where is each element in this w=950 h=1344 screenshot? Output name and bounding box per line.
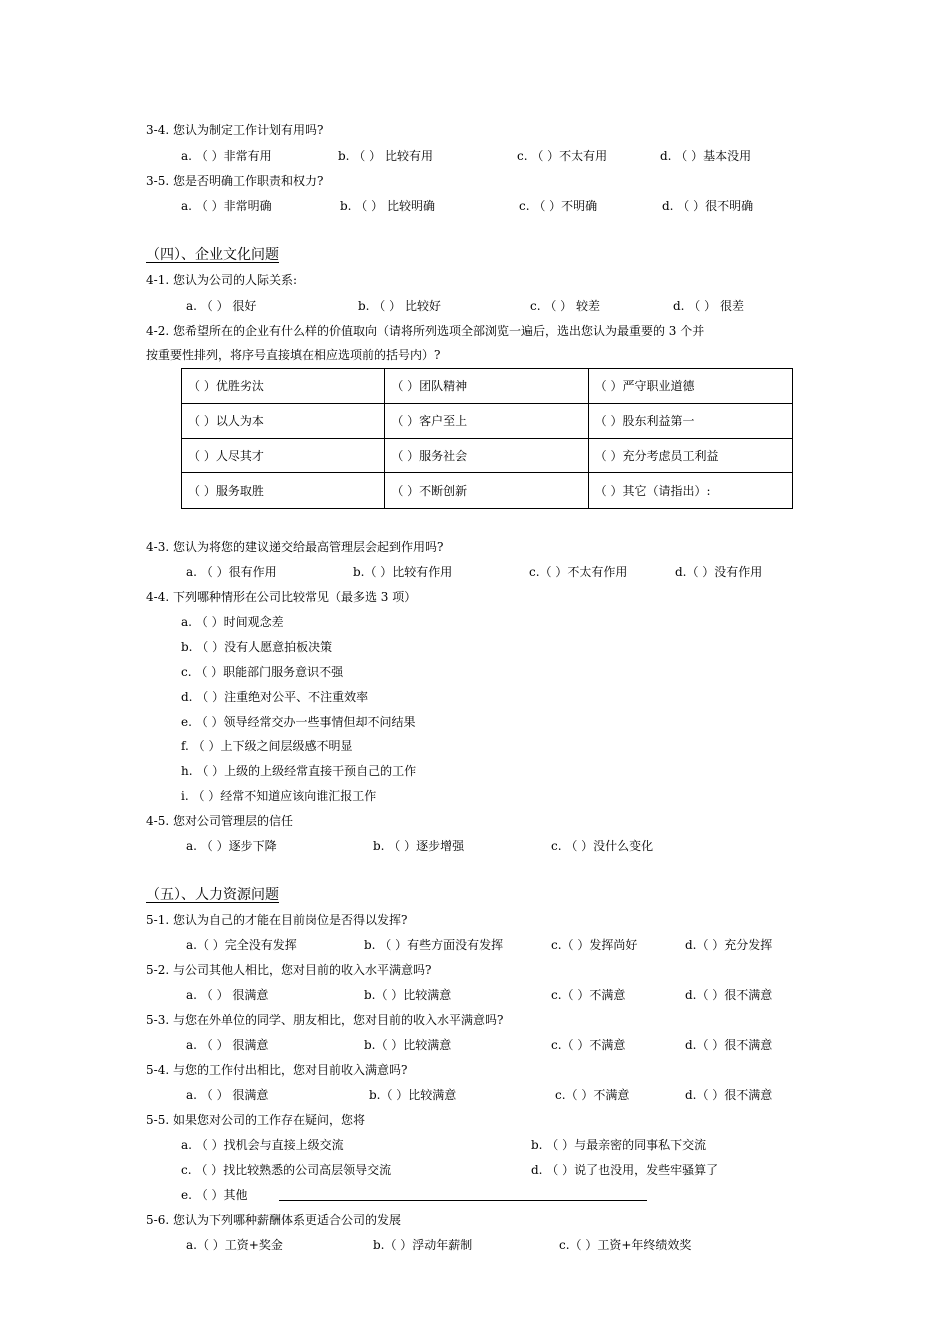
option-5-1-a[interactable]: a.（ ）完全没有发挥 (186, 938, 297, 952)
option-3-5-a[interactable]: a. （ ）非常明确 (181, 199, 272, 213)
option-4-1-c[interactable]: c. （ ） 较差 (530, 299, 600, 313)
option-5-1-d[interactable]: d.（ ）充分发挥 (685, 938, 773, 952)
option-4-4-e[interactable]: e. （ ）领导经常交办一些事情但却不问结果 (181, 715, 416, 729)
option-4-3-c[interactable]: c.（ ）不太有作用 (529, 565, 628, 579)
option-4-4-i[interactable]: i. （ ）经常不知道应该向谁汇报工作 (181, 789, 377, 803)
question-5-1-title: 5-1. 您认为自己的才能在目前岗位是否得以发挥? (146, 913, 408, 927)
option-4-1-d[interactable]: d. （ ） 很差 (673, 299, 744, 313)
option-4-1-a[interactable]: a. （ ） 很好 (186, 299, 257, 313)
option-5-4-a[interactable]: a. （ ） 很满意 (186, 1088, 269, 1102)
question-4-2-line1: 4-2. 您希望所在的企业有什么样的价值取向（请将所列选项全部浏览一遍后，选出您认为最重要的 3 个并 (146, 324, 705, 338)
option-3-4-b[interactable]: b. （ ） 比较有用 (338, 149, 433, 163)
table-cell[interactable]: （ ）以人为本 (182, 404, 385, 439)
option-4-3-d[interactable]: d.（ ）没有作用 (675, 565, 763, 579)
table-cell[interactable]: （ ）团队精神 (385, 369, 588, 404)
table-cell[interactable]: （ ）服务社会 (385, 439, 588, 474)
option-3-4-c[interactable]: c. （ ）不太有用 (517, 149, 608, 163)
table-cell[interactable]: （ ）优胜劣汰 (182, 369, 385, 404)
option-5-5-c[interactable]: c. （ ）找比较熟悉的公司高层领导交流 (181, 1163, 392, 1177)
option-4-3-a[interactable]: a. （ ）很有作用 (186, 565, 277, 579)
option-5-3-c[interactable]: c.（ ）不满意 (551, 1038, 626, 1052)
option-5-2-c[interactable]: c.（ ）不满意 (551, 988, 626, 1002)
option-5-3-d[interactable]: d.（ ）很不满意 (685, 1038, 773, 1052)
question-4-2-line2: 按重要性排列，将序号直接填在相应选项前的括号内）? (146, 348, 441, 362)
table-cell[interactable]: （ ）客户至上 (385, 404, 588, 439)
section-4-heading: （四）、企业文化问题 (146, 247, 279, 263)
option-4-3-b[interactable]: b.（ ）比较有作用 (353, 565, 453, 579)
option-3-4-d[interactable]: d. （ ）基本没用 (660, 149, 752, 163)
option-5-3-a[interactable]: a. （ ） 很满意 (186, 1038, 269, 1052)
question-3-4-title: 3-4. 您认为制定工作计划有用吗? (146, 123, 324, 137)
option-5-3-b[interactable]: b.（ ）比较满意 (364, 1038, 452, 1052)
option-3-5-c[interactable]: c. （ ）不明确 (519, 199, 598, 213)
option-3-5-d[interactable]: d. （ ）很不明确 (662, 199, 754, 213)
option-5-6-c[interactable]: c.（ ）工资+年终绩效奖 (559, 1238, 692, 1252)
option-5-6-a[interactable]: a.（ ）工资+奖金 (186, 1238, 283, 1252)
question-4-4-title: 4-4. 下列哪种情形在公司比较常见（最多选 3 项） (146, 590, 417, 604)
table-cell[interactable]: （ ）其它（请指出）: (594, 484, 711, 499)
option-4-4-c[interactable]: c. （ ）职能部门服务意识不强 (181, 665, 344, 679)
question-5-2-title: 5-2. 与公司其他人相比，您对目前的收入水平满意吗? (146, 963, 432, 977)
section-5-heading: （五）、人力资源问题 (146, 887, 279, 903)
option-5-2-a[interactable]: a. （ ） 很满意 (186, 988, 269, 1002)
value-orientation-table (181, 368, 793, 509)
option-5-5-a[interactable]: a. （ ）找机会与直接上级交流 (181, 1138, 344, 1152)
option-5-4-d[interactable]: d.（ ）很不满意 (685, 1088, 773, 1102)
option-4-1-b[interactable]: b. （ ） 比较好 (358, 299, 441, 313)
option-5-4-c[interactable]: c.（ ）不满意 (555, 1088, 630, 1102)
question-5-6-title: 5-6. 您认为下列哪种薪酬体系更适合公司的发展 (146, 1213, 401, 1227)
option-4-4-h[interactable]: h. （ ）上级的上级经常直接干预自己的工作 (181, 764, 417, 778)
question-4-5-title: 4-5. 您对公司管理层的信任 (146, 814, 293, 828)
option-5-5-b[interactable]: b. （ ）与最亲密的同事私下交流 (531, 1138, 707, 1152)
option-3-4-a[interactable]: a. （ ）非常有用 (181, 149, 272, 163)
option-5-5-e[interactable]: e. （ ）其他 (181, 1188, 248, 1202)
other-answer-line[interactable] (279, 1200, 647, 1201)
option-5-1-c[interactable]: c.（ ）发挥尚好 (551, 938, 638, 952)
option-4-4-b[interactable]: b. （ ）没有人愿意拍板决策 (181, 640, 333, 654)
option-4-5-c[interactable]: c. （ ）没什么变化 (551, 839, 654, 853)
option-5-1-b[interactable]: b. （ ）有些方面没有发挥 (364, 938, 504, 952)
option-4-5-b[interactable]: b. （ ）逐步增强 (373, 839, 465, 853)
question-5-3-title: 5-3. 与您在外单位的同学、朋友相比，您对目前的收入水平满意吗? (146, 1013, 504, 1027)
option-5-6-b[interactable]: b.（ ）浮动年薪制 (373, 1238, 473, 1252)
table-cell[interactable]: （ ）服务取胜 (182, 473, 385, 508)
option-4-5-a[interactable]: a. （ ）逐步下降 (186, 839, 277, 853)
question-3-5-title: 3-5. 您是否明确工作职责和权力? (146, 174, 324, 188)
option-3-5-b[interactable]: b. （ ） 比较明确 (340, 199, 435, 213)
question-4-1-title: 4-1. 您认为公司的人际关系: (146, 273, 297, 287)
question-5-4-title: 5-4. 与您的工作付出相比，您对目前收入满意吗? (146, 1063, 408, 1077)
question-4-3-title: 4-3. 您认为将您的建议递交给最高管理层会起到作用吗? (146, 540, 444, 554)
option-4-4-f[interactable]: f. （ ）上下级之间层级感不明显 (181, 739, 353, 753)
option-4-4-a[interactable]: a. （ ）时间观念差 (181, 615, 284, 629)
option-5-2-d[interactable]: d.（ ）很不满意 (685, 988, 773, 1002)
option-5-4-b[interactable]: b.（ ）比较满意 (369, 1088, 457, 1102)
option-5-2-b[interactable]: b.（ ）比较满意 (364, 988, 452, 1002)
table-cell[interactable]: （ ）严守职业道德 (589, 369, 792, 404)
option-5-5-d[interactable]: d. （ ）说了也没用，发些牢骚算了 (531, 1163, 719, 1177)
option-4-4-d[interactable]: d. （ ）注重绝对公平、不注重效率 (181, 690, 369, 704)
table-cell[interactable]: （ ）人尽其才 (182, 439, 385, 474)
table-cell[interactable]: （ ）充分考虑员工利益 (589, 439, 792, 474)
table-cell[interactable]: （ ）不断创新 (385, 473, 588, 508)
table-cell[interactable]: （ ）股东利益第一 (589, 404, 792, 439)
question-5-5-title: 5-5. 如果您对公司的工作存在疑问，您将 (146, 1113, 365, 1127)
